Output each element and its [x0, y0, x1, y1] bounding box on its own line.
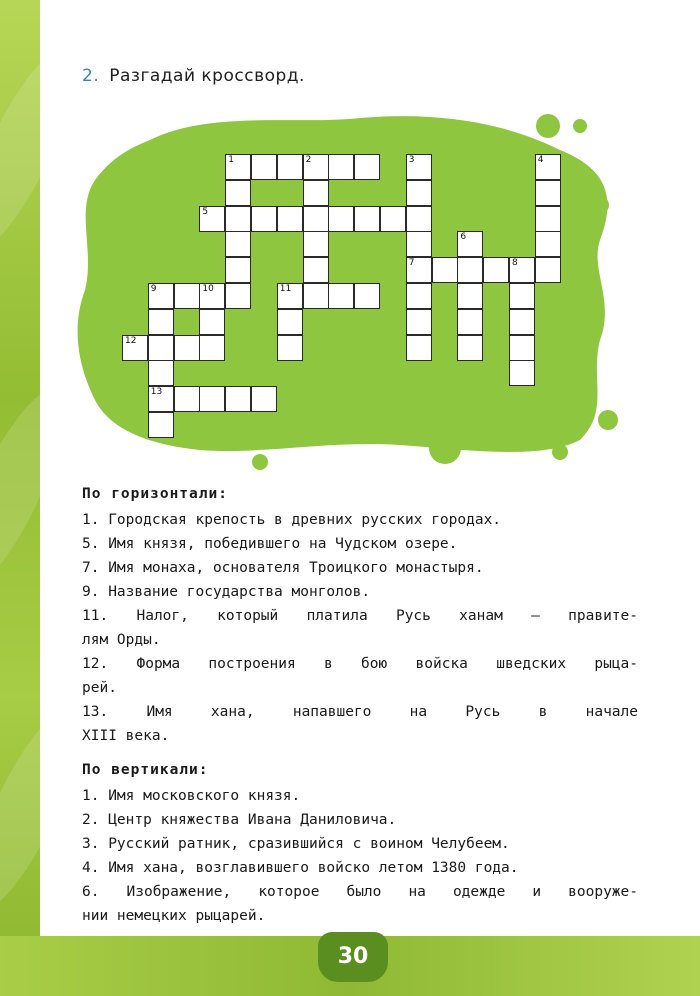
crossword-cell[interactable]	[457, 309, 483, 335]
crossword-cell[interactable]	[354, 206, 380, 232]
crossword-cell[interactable]	[148, 412, 174, 438]
cell-number: 11	[279, 284, 292, 294]
clue-item: 1. Городская крепость в древних русских городах.	[82, 512, 502, 528]
crossword-cell[interactable]	[303, 206, 329, 232]
crossword-cell[interactable]	[251, 386, 277, 412]
crossword-cell[interactable]	[148, 283, 174, 309]
crossword-cell[interactable]	[535, 231, 561, 257]
clue-item: нии немецких рыцарей.	[82, 908, 266, 924]
task-number: 2.	[82, 66, 100, 86]
cell-number: 1	[228, 155, 234, 165]
crossword-cell[interactable]	[122, 335, 148, 361]
cell-number: 2	[305, 155, 312, 165]
crossword-cell[interactable]	[303, 231, 329, 257]
crossword-cell[interactable]	[328, 206, 354, 232]
crossword-cell[interactable]	[174, 335, 200, 361]
crossword-cell[interactable]	[354, 154, 380, 180]
crossword-cell[interactable]	[406, 335, 432, 361]
crossword-cell[interactable]	[225, 386, 251, 412]
crossword-cell[interactable]	[251, 154, 277, 180]
cell-number: 5	[202, 206, 209, 217]
clue-item: XIII века.	[82, 728, 170, 744]
clue-item: 4. Имя хана, возглавившего войско летом 1380 года.	[82, 860, 519, 876]
cell-number: 8	[512, 258, 518, 269]
crossword-cell[interactable]	[406, 180, 432, 206]
crossword-cell[interactable]	[457, 335, 483, 361]
clue-item: 11. Налог, который платила Русь ханам — правите-	[82, 608, 638, 624]
crossword-cell[interactable]	[174, 283, 200, 309]
clue-item: 6. Изображение, которое было на одежде и вооруже-	[82, 884, 638, 900]
crossword-cell[interactable]	[535, 206, 561, 232]
crossword-cell[interactable]	[225, 231, 251, 257]
crossword-cell[interactable]	[148, 386, 174, 412]
across-heading: По горизонтали:	[82, 486, 228, 502]
crossword-cell[interactable]	[225, 257, 251, 283]
cell-number: 4	[537, 155, 544, 165]
crossword-cell[interactable]	[303, 180, 329, 206]
cell-number: 13	[150, 387, 163, 398]
crossword-cell[interactable]	[277, 335, 303, 361]
clue-item: рей.	[82, 680, 117, 696]
crossword-cell[interactable]	[509, 309, 535, 335]
crossword-cell[interactable]	[148, 335, 174, 361]
crossword-cell[interactable]	[354, 283, 380, 309]
crossword-cell[interactable]	[199, 206, 225, 232]
crossword-cell[interactable]	[225, 206, 251, 232]
crossword-cell[interactable]	[509, 283, 535, 309]
crossword-cell[interactable]	[174, 386, 200, 412]
crossword-cell[interactable]	[199, 309, 225, 335]
clue-item: 1. Имя московского князя.	[82, 788, 301, 804]
task-title	[82, 66, 305, 86]
crossword-cell[interactable]	[457, 231, 483, 257]
across-clues	[82, 486, 638, 748]
crossword-cell[interactable]	[457, 283, 483, 309]
crossword-cell[interactable]	[277, 206, 303, 232]
clue-item: 5. Имя князя, победившего на Чудском озере.	[82, 536, 458, 552]
cell-number: 3	[408, 155, 415, 165]
clue-item: 9. Название государства монголов.	[82, 584, 371, 600]
cell-number: 10	[202, 284, 214, 294]
crossword-cell[interactable]	[483, 257, 509, 283]
crossword-cell[interactable]	[406, 257, 432, 283]
crossword-cell[interactable]	[328, 283, 354, 309]
crossword-cell[interactable]	[225, 154, 251, 180]
crossword-cell[interactable]	[406, 154, 432, 180]
crossword-cell[interactable]	[199, 386, 225, 412]
cell-number: 6	[460, 232, 467, 243]
crossword-cell[interactable]	[303, 283, 329, 309]
clue-item: 3. Русский ратник, сразившийся с воином Челубеем.	[82, 836, 510, 852]
cell-number: 12	[125, 335, 137, 346]
crossword-cell[interactable]	[277, 309, 303, 335]
crossword-cell[interactable]	[148, 309, 174, 335]
crossword-cell[interactable]	[380, 206, 406, 232]
crossword-cell[interactable]	[199, 283, 225, 309]
crossword-cell[interactable]	[406, 206, 432, 232]
clue-item: 2. Центр княжества Ивана Даниловича.	[82, 812, 397, 828]
crossword-cell[interactable]	[535, 154, 561, 180]
clue-item: 7. Имя монаха, основателя Троицкого монастыря.	[82, 560, 484, 576]
crossword-cell[interactable]	[535, 180, 561, 206]
crossword-cell[interactable]	[406, 231, 432, 257]
crossword-cell[interactable]	[509, 335, 535, 361]
clue-item: 13. Имя хана, напавшего на Русь в начале	[82, 704, 638, 720]
down-clues	[82, 762, 638, 928]
crossword-cell[interactable]	[406, 283, 432, 309]
crossword-cell[interactable]	[328, 154, 354, 180]
task-text: Разгадай кроссворд.	[109, 66, 305, 86]
crossword-cell[interactable]	[277, 154, 303, 180]
crossword-cell[interactable]	[225, 180, 251, 206]
crossword-cell[interactable]	[535, 257, 561, 283]
cell-number: 7	[408, 258, 415, 269]
down-heading: По вертикали:	[82, 762, 209, 778]
crossword-cell[interactable]	[457, 257, 483, 283]
crossword-cell[interactable]	[251, 206, 277, 232]
page-number: 30	[318, 932, 388, 982]
crossword-cell[interactable]	[148, 360, 174, 386]
crossword-cell[interactable]	[509, 257, 535, 283]
cell-number: 9	[150, 284, 157, 294]
crossword-cell[interactable]	[225, 283, 251, 309]
crossword-cell[interactable]	[509, 360, 535, 386]
crossword-cell[interactable]	[303, 257, 329, 283]
crossword-cell[interactable]	[277, 283, 303, 309]
crossword-cell[interactable]	[199, 335, 225, 361]
crossword-cell[interactable]	[406, 309, 432, 335]
clue-item: лям Орды.	[82, 632, 161, 648]
crossword-cell[interactable]	[432, 257, 458, 283]
clue-item: 12. Форма построения в бою войска шведских рыца-	[82, 656, 638, 672]
crossword-cell[interactable]	[303, 154, 329, 180]
